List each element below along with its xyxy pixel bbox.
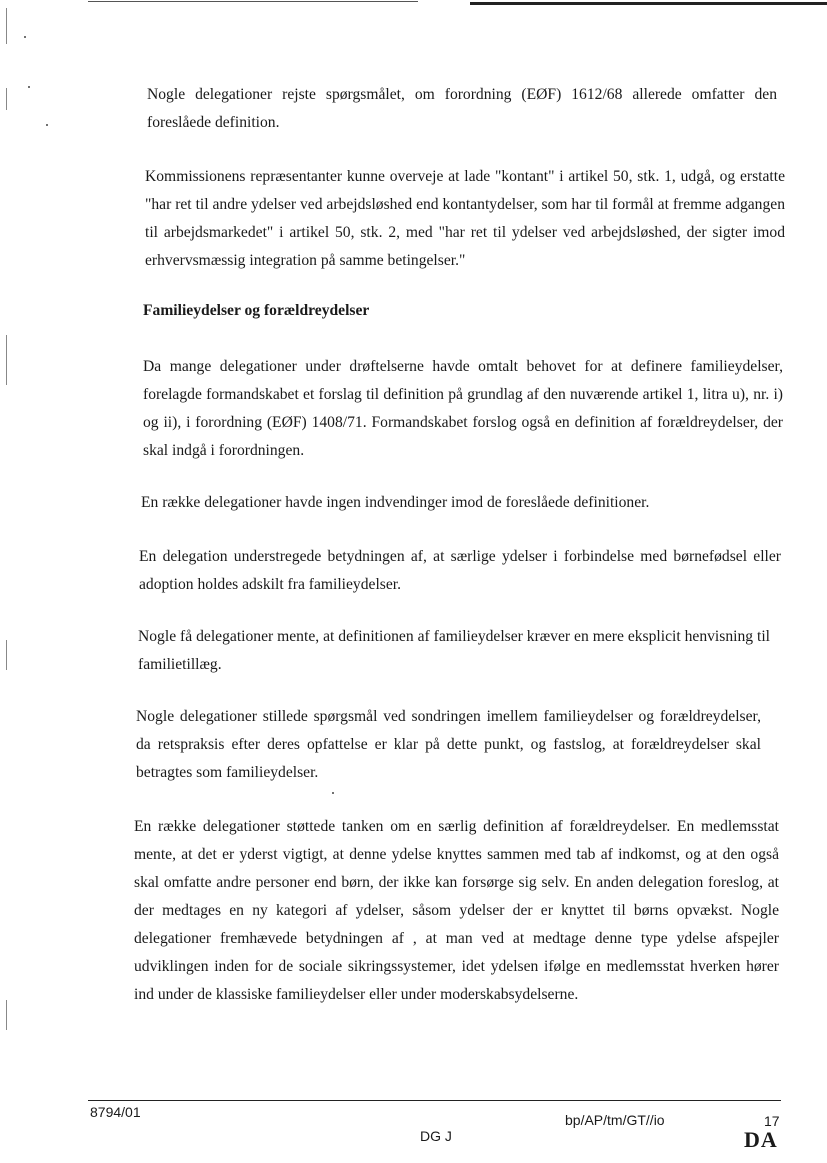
paragraph-1: Nogle delegationer rejste spørgsmålet, om forordning (EØF) 1612/68 allerede omfatter den foreslåede definition.: [147, 86, 777, 131]
paragraph-4: En række delegationer havde ingen indvendinger imod de foreslåede definitioner.: [141, 494, 650, 511]
document-number: 8794/01: [90, 1104, 141, 1120]
margin-mark: [6, 640, 7, 670]
paragraph-5: En delegation understregede betydningen af, at særlige ydelser i forbindelse med børnefødsel eller adoption holdes adskilt fra familieydelser.: [139, 548, 781, 593]
footer-rule: [88, 1100, 781, 1101]
page-number: 17: [764, 1113, 780, 1129]
paragraph-7: Nogle delegationer stillede spørgsmål ved sondringen imellem familieydelser og forældreydelser, da retspraksis efter deres opfattelse er klar på dette punkt, og fastslog, at forældreydelser skal betragtes som familieydelser.: [136, 708, 761, 781]
paragraph-3: Da mange delegationer under drøftelserne havde omtalt behovet for at definere familieydelser, forelagde formandskabet et forslag til definition på grundlag af den nuværende artikel 1, litra u), nr. i) og ii), i forordning (EØF) 1408/71. Formandskabet forslog også en definition af forældreydelser, der skal indgå i forordningen.: [143, 358, 783, 459]
scan-speck: [332, 792, 334, 794]
margin-mark: [6, 1000, 7, 1030]
margin-mark: [6, 88, 7, 110]
section-heading: Familieydelser og forældreydelser: [143, 302, 370, 319]
reference-code: bp/AP/tm/GT//io: [565, 1112, 665, 1128]
directorate: DG J: [420, 1128, 452, 1144]
scan-speck: [46, 124, 48, 126]
scan-speck: [28, 86, 30, 88]
top-rule: [88, 1, 418, 2]
margin-mark: [6, 335, 7, 385]
language-code: DA: [744, 1127, 778, 1152]
margin-mark: [6, 8, 7, 44]
paragraph-2: Kommissionens repræsentanter kunne overveje at lade "kontant" i artikel 50, stk. 1, udgå, og erstatte "har ret til andre ydelser ved arbejdsløshed end kontantydelser, som har til formål at fremme adgangen til arbejdsmarkedet" i artikel 50, stk. 2, med "har ret til ydelser ved arbejdsløshed, der sigter imod erhvervsmæssig integration på samme betingelser.": [145, 168, 785, 269]
scan-speck: [24, 36, 26, 38]
top-rule-bold: [470, 2, 827, 5]
paragraph-6: Nogle få delegationer mente, at definitionen af familieydelser kræver en mere eksplicit henvisning til familietillæg.: [138, 628, 770, 673]
paragraph-8: En række delegationer støttede tanken om en særlig definition af forældreydelser. En medlemsstat mente, at det er yderst vigtigt, at denne ydelse knyttes sammen med tab af indkomst, og at den også skal omfatte andre personer end børn, der ikke kan forsørge sig selv. En anden delegation foreslog, at der medtages en ny kategori af ydelser, såsom ydelser der er knyttet til børns opvækst. Nogle delegationer fremhævede betydningen af , at man ved at medtage denne type ydelse afspejler udviklingen inden for de sociale sikringssystemer, idet ydelsen ifølge en medlemsstat hverken hører ind under de klassiske familieydelser eller under moderskabsydelserne.: [134, 818, 779, 1003]
